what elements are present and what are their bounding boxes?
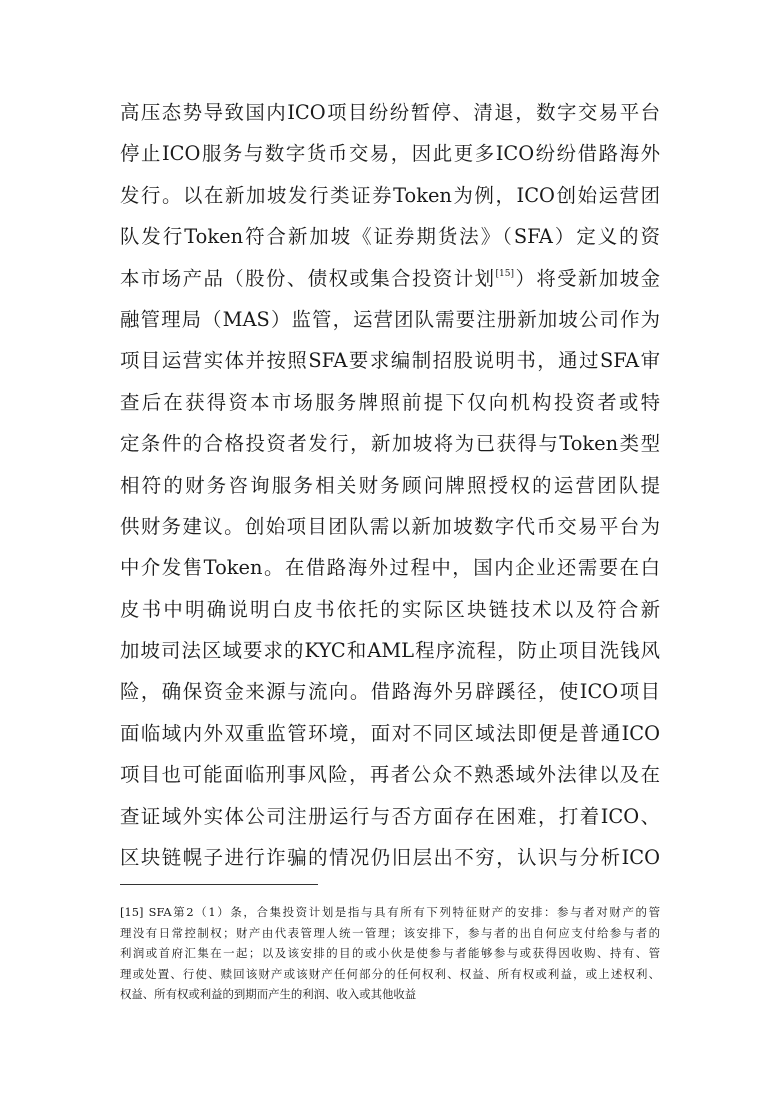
footnote-line-5: 权益、所有权或利益的到期而产生的利润、收入或其他收益 bbox=[120, 987, 417, 1001]
body-line-4: 队发行Token符合新加坡《证券期货法》（SFA）定义的资 bbox=[120, 225, 660, 249]
footnote-line-2: 理没有日常控制权；财产由代表管理人统一管理；该安排下，参与者的出自何应支付给参与者的 bbox=[120, 925, 660, 940]
body-line-15: 险，确保资金来源与流向。借路海外另辟蹊径，使ICO项目 bbox=[120, 680, 660, 704]
body-line-9: 定条件的合格投资者发行，新加坡将为已获得与Token类型 bbox=[120, 432, 660, 456]
body-line-1: 高压态势导致国内ICO项目纷纷暂停、清退，数字交易平台 bbox=[120, 101, 660, 124]
body-line-5-head: 本市场产品（股份、债权或集合投资计划 bbox=[120, 266, 496, 290]
body-line-8: 查后在获得资本市场服务牌照前提下仅向机构投资者或特 bbox=[120, 390, 660, 414]
body-line-5 bbox=[120, 258, 660, 299]
body-line-5-tail: ）将受新加坡金 bbox=[513, 266, 660, 290]
body-line-6: 融管理局（MAS）监管，运营团队需要注册新加坡公司作为 bbox=[120, 307, 660, 331]
footnote-line-3: 利润或首府汇集在一起；以及该安排的目的或小伙是使参与者能够参与或获得因收购、持有、管 bbox=[120, 946, 660, 960]
body-line-16: 面临域内外双重监管环境，面对不同区域法即便是普通ICO bbox=[120, 721, 660, 745]
body-line-11: 供财务建议。创始项目团队需以新加坡数字代币交易平台为 bbox=[120, 514, 660, 538]
body-line-2: 停止ICO服务与数字货币交易，因此更多ICO纷纷借路海外 bbox=[120, 142, 660, 166]
body-line-19: 区块链幌子进行诈骗的情况仍旧层出不穷，认识与分析ICO bbox=[120, 846, 660, 870]
footnote-reference[interactable]: [15] bbox=[495, 268, 514, 279]
footnote-line-4: 理或处置、行使、赎回该财产或该财产任何部分的任何权利、权益、所有权或利益，或上述权利、 bbox=[120, 966, 660, 981]
footnote bbox=[120, 902, 660, 1005]
body-line-7: 项目运营实体并按照SFA要求编制招股说明书，通过SFA审 bbox=[120, 349, 660, 373]
body-line-17: 项目也可能面临刑事风险，再者公众不熟悉域外法律以及在 bbox=[120, 763, 660, 787]
footnote-line-1: [15] SFA第2（1）条，合集投资计划是指与具有所有下列特征财产的安排：参与者对财产的管 bbox=[120, 905, 660, 919]
body-line-12: 中介发售Token。在借路海外过程中，国内企业还需要在白 bbox=[120, 556, 660, 580]
body-line-13: 皮书中明确说明白皮书依托的实际区块链技术以及符合新 bbox=[120, 597, 660, 621]
body-line-18: 查证域外实体公司注册运行与否方面存在困难，打着ICO、 bbox=[120, 804, 660, 828]
body-paragraph bbox=[120, 92, 660, 878]
body-line-10: 相符的财务咨询服务相关财务顾问牌照授权的运营团队提 bbox=[120, 473, 660, 497]
body-line-14: 加坡司法区域要求的KYC和AML程序流程，防止项目洗钱风 bbox=[120, 639, 660, 663]
footnote-divider bbox=[120, 884, 318, 885]
body-line-3: 发行。以在新加坡发行类证券Token为例，ICO创始运营团 bbox=[120, 183, 660, 207]
